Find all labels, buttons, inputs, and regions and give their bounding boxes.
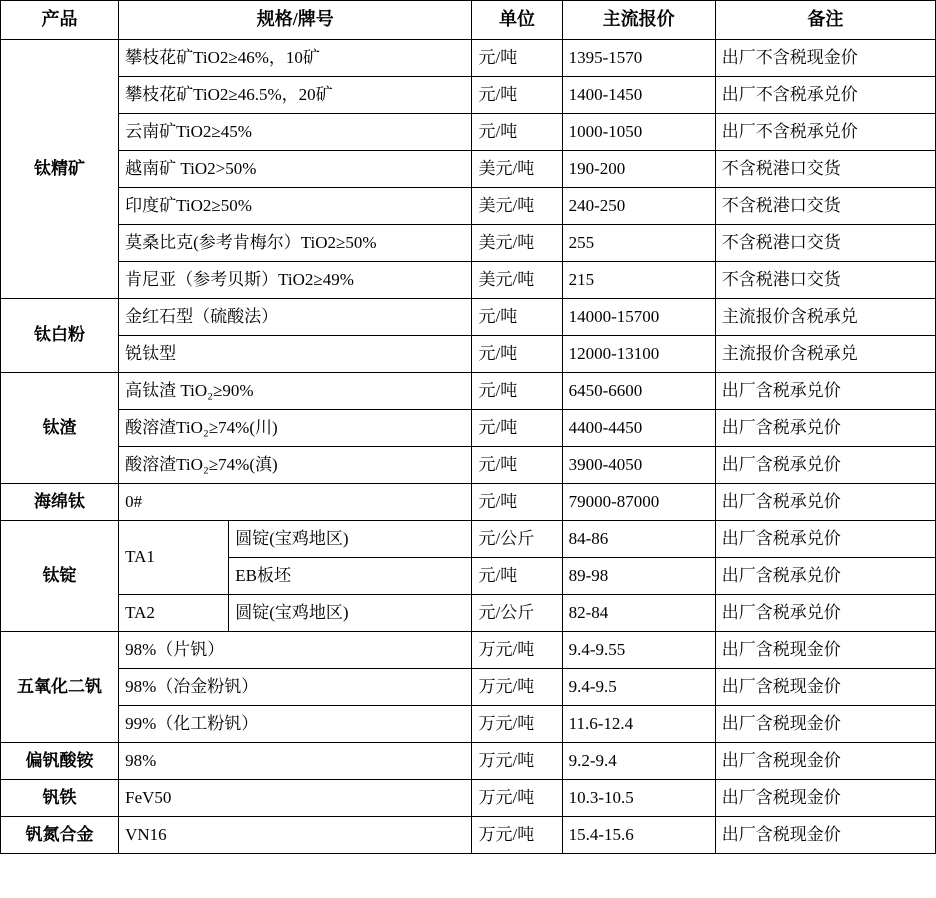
- spec-cell: 锐钛型: [119, 336, 472, 373]
- note-cell: 出厂含税承兑价: [715, 521, 935, 558]
- price-cell: 1395-1570: [562, 40, 715, 77]
- spec-cell: 99%（化工粉钒）: [119, 706, 472, 743]
- spec-cell: 98%: [119, 743, 472, 780]
- spec-cell: 酸溶渣TiO₂≥74%(川): [119, 410, 472, 447]
- unit-cell: 元/吨: [472, 558, 562, 595]
- spec-cell: 98%（片钒）: [119, 632, 472, 669]
- price-cell: 215: [562, 262, 715, 299]
- table-row: [1, 262, 936, 299]
- spec-cell: VN16: [119, 817, 472, 854]
- spec-cell: 云南矿TiO2≥45%: [119, 114, 472, 151]
- table-row: [1, 77, 936, 114]
- note-cell: 出厂含税承兑价: [715, 373, 935, 410]
- table-row: [1, 521, 936, 558]
- spec-cell: 印度矿TiO2≥50%: [119, 188, 472, 225]
- note-cell: 出厂含税现金价: [715, 706, 935, 743]
- table-row: [1, 299, 936, 336]
- category-cell: 钛白粉: [1, 299, 119, 373]
- category-cell: 钒氮合金: [1, 817, 119, 854]
- note-cell: 出厂含税现金价: [715, 780, 935, 817]
- unit-cell: 元/吨: [472, 77, 562, 114]
- category-cell: 偏钒酸铵: [1, 743, 119, 780]
- table-row: [1, 447, 936, 484]
- unit-cell: 万元/吨: [472, 780, 562, 817]
- table-body: [1, 40, 936, 854]
- table-row: [1, 188, 936, 225]
- category-cell: 钒铁: [1, 780, 119, 817]
- grade-cell: TA2: [119, 595, 229, 632]
- unit-cell: 万元/吨: [472, 706, 562, 743]
- price-cell: 190-200: [562, 151, 715, 188]
- note-cell: 出厂含税承兑价: [715, 484, 935, 521]
- category-cell: 五氧化二钒: [1, 632, 119, 743]
- note-cell: 出厂不含税承兑价: [715, 77, 935, 114]
- unit-cell: 万元/吨: [472, 743, 562, 780]
- table-row: [1, 706, 936, 743]
- note-cell: 出厂不含税承兑价: [715, 114, 935, 151]
- table-row: [1, 336, 936, 373]
- form-cell: 圆锭(宝鸡地区): [229, 521, 472, 558]
- price-cell: 10.3-10.5: [562, 780, 715, 817]
- price-cell: 14000-15700: [562, 299, 715, 336]
- note-cell: 出厂含税承兑价: [715, 447, 935, 484]
- note-cell: 出厂含税现金价: [715, 817, 935, 854]
- category-cell: 钛精矿: [1, 40, 119, 299]
- note-cell: 出厂含税现金价: [715, 743, 935, 780]
- spec-cell: 金红石型（硫酸法）: [119, 299, 472, 336]
- spec-cell: 98%（冶金粉钒）: [119, 669, 472, 706]
- table-row: [1, 743, 936, 780]
- spec-cell: FeV50: [119, 780, 472, 817]
- unit-cell: 元/吨: [472, 40, 562, 77]
- price-cell: 1400-1450: [562, 77, 715, 114]
- category-cell: 钛渣: [1, 373, 119, 484]
- note-cell: 出厂含税承兑价: [715, 595, 935, 632]
- category-cell: 海绵钛: [1, 484, 119, 521]
- spec-cell: 攀枝花矿TiO2≥46.5%，20矿: [119, 77, 472, 114]
- price-cell: 12000-13100: [562, 336, 715, 373]
- unit-cell: 元/吨: [472, 373, 562, 410]
- grade-cell: TA1: [119, 521, 229, 595]
- spec-cell: 越南矿 TiO2>50%: [119, 151, 472, 188]
- spec-cell: 攀枝花矿TiO2≥46%，10矿: [119, 40, 472, 77]
- category-cell: 钛锭: [1, 521, 119, 632]
- note-cell: 出厂含税承兑价: [715, 558, 935, 595]
- note-cell: 不含税港口交货: [715, 225, 935, 262]
- note-cell: 出厂含税现金价: [715, 632, 935, 669]
- unit-cell: 美元/吨: [472, 151, 562, 188]
- spec-cell: 酸溶渣TiO₂≥74%(滇): [119, 447, 472, 484]
- unit-cell: 美元/吨: [472, 225, 562, 262]
- price-cell: 82-84: [562, 595, 715, 632]
- table-row: [1, 373, 936, 410]
- unit-cell: 万元/吨: [472, 817, 562, 854]
- table-row: [1, 151, 936, 188]
- table-row: [1, 669, 936, 706]
- unit-cell: 万元/吨: [472, 669, 562, 706]
- table-row: [1, 40, 936, 77]
- form-cell: EB板坯: [229, 558, 472, 595]
- price-cell: 6450-6600: [562, 373, 715, 410]
- table-row: [1, 114, 936, 151]
- price-cell: 255: [562, 225, 715, 262]
- price-cell: 4400-4450: [562, 410, 715, 447]
- price-cell: 1000-1050: [562, 114, 715, 151]
- table-row: [1, 632, 936, 669]
- unit-cell: 元/吨: [472, 299, 562, 336]
- header-row: [1, 1, 936, 40]
- price-cell: 240-250: [562, 188, 715, 225]
- price-cell: 9.4-9.55: [562, 632, 715, 669]
- table-row: [1, 780, 936, 817]
- price-cell: 9.2-9.4: [562, 743, 715, 780]
- price-cell: 11.6-12.4: [562, 706, 715, 743]
- unit-cell: 元/吨: [472, 447, 562, 484]
- note-cell: 不含税港口交货: [715, 151, 935, 188]
- spec-cell: 肯尼亚（参考贝斯）TiO2≥49%: [119, 262, 472, 299]
- price-cell: 9.4-9.5: [562, 669, 715, 706]
- note-cell: 出厂含税现金价: [715, 669, 935, 706]
- note-cell: 不含税港口交货: [715, 188, 935, 225]
- table-row: [1, 817, 936, 854]
- spec-cell: 莫桑比克(参考肯梅尔）TiO2≥50%: [119, 225, 472, 262]
- header-price: 主流报价: [562, 1, 715, 40]
- unit-cell: 元/公斤: [472, 595, 562, 632]
- header-unit: 单位: [472, 1, 562, 40]
- table-row: [1, 595, 936, 632]
- table-row: [1, 484, 936, 521]
- table-row: [1, 225, 936, 262]
- header-product: 产品: [1, 1, 119, 40]
- note-cell: 不含税港口交货: [715, 262, 935, 299]
- table-header: [1, 1, 936, 40]
- header-spec: 规格/牌号: [119, 1, 472, 40]
- unit-cell: 元/吨: [472, 114, 562, 151]
- unit-cell: 美元/吨: [472, 262, 562, 299]
- unit-cell: 元/吨: [472, 484, 562, 521]
- price-cell: 15.4-15.6: [562, 817, 715, 854]
- price-cell: 84-86: [562, 521, 715, 558]
- spec-cell: 高钛渣 TiO₂≥90%: [119, 373, 472, 410]
- unit-cell: 元/吨: [472, 336, 562, 373]
- unit-cell: 元/公斤: [472, 521, 562, 558]
- price-cell: 89-98: [562, 558, 715, 595]
- note-cell: 出厂不含税现金价: [715, 40, 935, 77]
- unit-cell: 元/吨: [472, 410, 562, 447]
- unit-cell: 万元/吨: [472, 632, 562, 669]
- table-row: [1, 410, 936, 447]
- spec-cell: 0#: [119, 484, 472, 521]
- unit-cell: 美元/吨: [472, 188, 562, 225]
- note-cell: 出厂含税承兑价: [715, 410, 935, 447]
- note-cell: 主流报价含税承兑: [715, 336, 935, 373]
- note-cell: 主流报价含税承兑: [715, 299, 935, 336]
- header-note: 备注: [715, 1, 935, 40]
- price-cell: 79000-87000: [562, 484, 715, 521]
- price-cell: 3900-4050: [562, 447, 715, 484]
- form-cell: 圆锭(宝鸡地区): [229, 595, 472, 632]
